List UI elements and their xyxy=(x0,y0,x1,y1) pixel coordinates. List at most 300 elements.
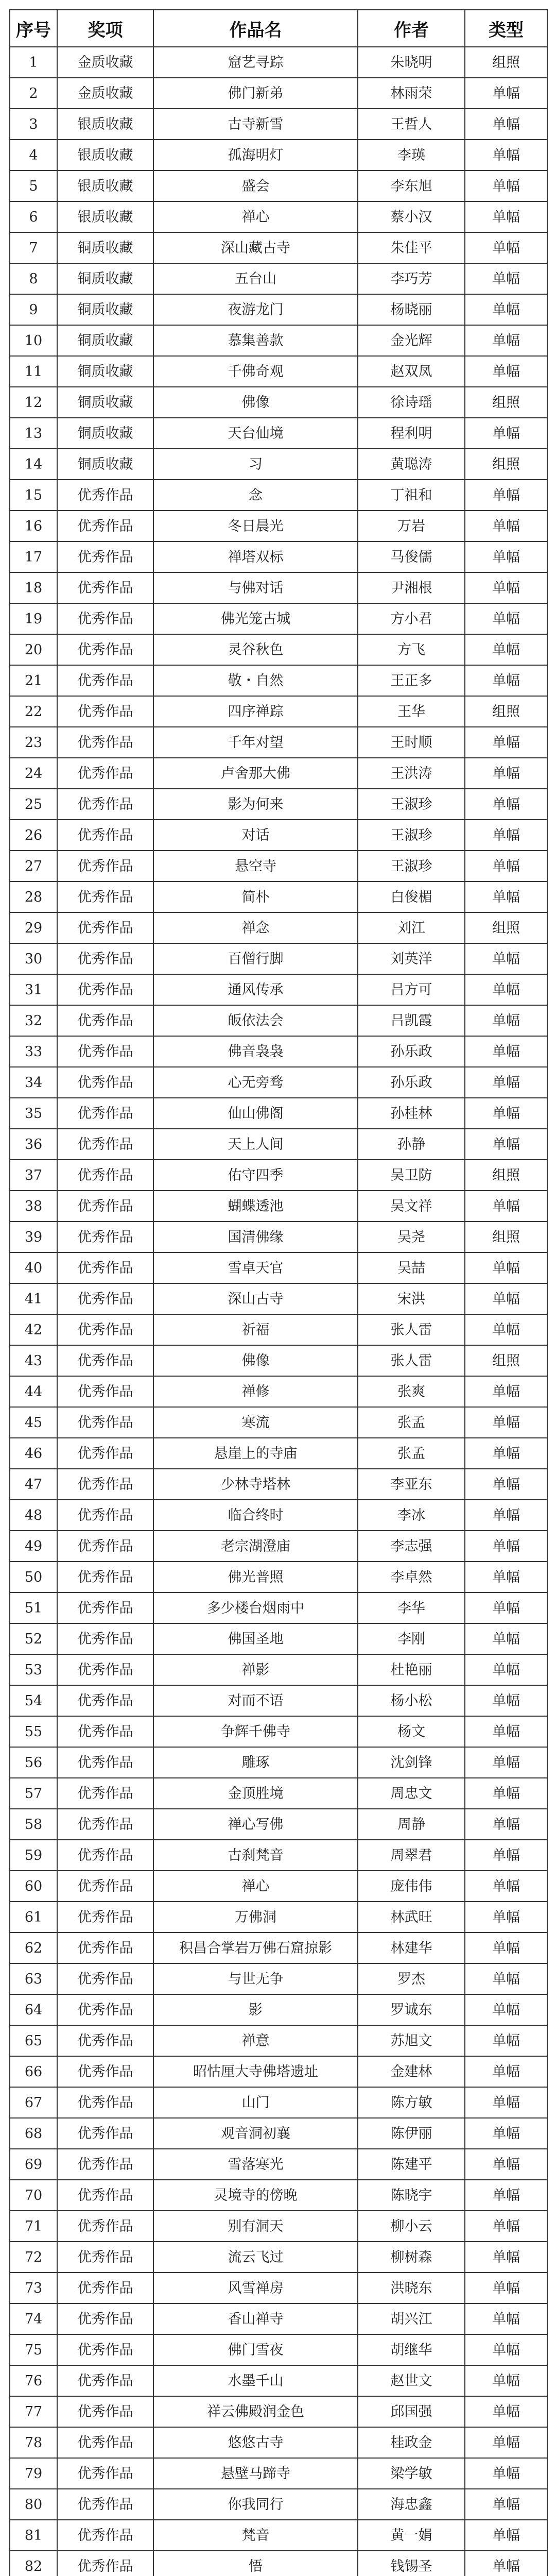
table-row xyxy=(10,1500,547,1531)
table-header xyxy=(10,10,547,47)
cell-award: 铜质收藏 xyxy=(57,232,153,263)
cell-number: 21 xyxy=(10,665,57,696)
cell-author: 蔡小汉 xyxy=(358,201,465,232)
cell-work: 雕琢 xyxy=(153,1747,358,1778)
cell-work: 老宗湖澄庙 xyxy=(153,1531,358,1562)
cell-type: 单幅 xyxy=(465,2303,547,2334)
cell-type: 组照 xyxy=(465,696,547,727)
cell-author: 陈晓宇 xyxy=(358,2180,465,2211)
cell-number: 16 xyxy=(10,511,57,541)
cell-work: 悠悠古寺 xyxy=(153,2427,358,2458)
cell-award: 银质收藏 xyxy=(57,171,153,201)
cell-award: 优秀作品 xyxy=(57,727,153,758)
cell-award: 铜质收藏 xyxy=(57,356,153,387)
cell-author: 钱锡圣 xyxy=(358,2551,465,2576)
cell-author: 孙乐政 xyxy=(358,1036,465,1067)
cell-number: 58 xyxy=(10,1809,57,1840)
cell-number: 42 xyxy=(10,1314,57,1345)
table-row xyxy=(10,2056,547,2087)
cell-work: 流云飞过 xyxy=(153,2242,358,2273)
cell-author: 杨小松 xyxy=(358,1685,465,1716)
cell-type: 组照 xyxy=(465,912,547,943)
cell-type: 单幅 xyxy=(465,2180,547,2211)
cell-author: 杜艳丽 xyxy=(358,1654,465,1685)
table-row xyxy=(10,572,547,603)
table-row xyxy=(10,820,547,851)
cell-number: 30 xyxy=(10,943,57,974)
cell-author: 朱晓明 xyxy=(358,47,465,78)
cell-type: 单幅 xyxy=(465,2211,547,2242)
table-row xyxy=(10,2489,547,2520)
cell-work: 灵谷秋色 xyxy=(153,634,358,665)
cell-number: 37 xyxy=(10,1160,57,1191)
table-row xyxy=(10,851,547,882)
cell-work: 万佛洞 xyxy=(153,1902,358,1933)
cell-work: 佛门新弟 xyxy=(153,78,358,109)
cell-work: 多少楼台烟雨中 xyxy=(153,1592,358,1623)
cell-award: 优秀作品 xyxy=(57,1871,153,1902)
cell-award: 优秀作品 xyxy=(57,1222,153,1252)
cell-award: 优秀作品 xyxy=(57,1592,153,1623)
cell-award: 优秀作品 xyxy=(57,2489,153,2520)
cell-author: 丁祖和 xyxy=(358,480,465,511)
table-row xyxy=(10,2458,547,2489)
cell-type: 单幅 xyxy=(465,78,547,109)
cell-author: 李志强 xyxy=(358,1531,465,1562)
cell-number: 15 xyxy=(10,480,57,511)
cell-work: 祈福 xyxy=(153,1314,358,1345)
cell-type: 单幅 xyxy=(465,974,547,1005)
table-row xyxy=(10,356,547,387)
cell-award: 银质收藏 xyxy=(57,140,153,171)
cell-award: 优秀作品 xyxy=(57,1933,153,1963)
header-work: 作品名 xyxy=(153,10,358,47)
cell-award: 优秀作品 xyxy=(57,2334,153,2365)
cell-work: 佑守四季 xyxy=(153,1160,358,1191)
cell-work: 昭怙厘大寺佛塔遗址 xyxy=(153,2056,358,2087)
cell-type: 单幅 xyxy=(465,294,547,325)
cell-author: 王时顺 xyxy=(358,727,465,758)
cell-work: 禅塔双标 xyxy=(153,541,358,572)
cell-author: 孙乐政 xyxy=(358,1067,465,1098)
cell-number: 47 xyxy=(10,1469,57,1500)
cell-number: 7 xyxy=(10,232,57,263)
cell-number: 67 xyxy=(10,2087,57,2118)
cell-award: 铜质收藏 xyxy=(57,449,153,480)
table-row xyxy=(10,1994,547,2025)
cell-number: 56 xyxy=(10,1747,57,1778)
cell-type: 单幅 xyxy=(465,851,547,882)
table-row xyxy=(10,1314,547,1345)
cell-type: 单幅 xyxy=(465,2087,547,2118)
cell-award: 优秀作品 xyxy=(57,789,153,820)
cell-work: 仙山佛阁 xyxy=(153,1098,358,1129)
table-row xyxy=(10,696,547,727)
cell-type: 单幅 xyxy=(465,356,547,387)
cell-award: 优秀作品 xyxy=(57,2025,153,2056)
cell-number: 74 xyxy=(10,2303,57,2334)
cell-type: 组照 xyxy=(465,387,547,418)
cell-type: 单幅 xyxy=(465,1005,547,1036)
table-body xyxy=(10,47,547,2576)
cell-number: 17 xyxy=(10,541,57,572)
cell-work: 禅影 xyxy=(153,1654,358,1685)
cell-number: 8 xyxy=(10,263,57,294)
cell-author: 周静 xyxy=(358,1809,465,1840)
cell-award: 优秀作品 xyxy=(57,696,153,727)
cell-number: 69 xyxy=(10,2149,57,2180)
cell-author: 徐诗瑶 xyxy=(358,387,465,418)
cell-type: 单幅 xyxy=(465,2056,547,2087)
cell-author: 张孟 xyxy=(358,1407,465,1438)
table-row xyxy=(10,1345,547,1376)
cell-type: 单幅 xyxy=(465,1314,547,1345)
cell-author: 柳树森 xyxy=(358,2242,465,2273)
cell-type: 单幅 xyxy=(465,2149,547,2180)
cell-award: 优秀作品 xyxy=(57,2427,153,2458)
table-row xyxy=(10,2118,547,2149)
cell-work: 蝴蝶透池 xyxy=(153,1191,358,1222)
cell-type: 单幅 xyxy=(465,511,547,541)
cell-award: 优秀作品 xyxy=(57,2056,153,2087)
cell-author: 李瑛 xyxy=(358,140,465,171)
cell-number: 41 xyxy=(10,1283,57,1314)
cell-award: 优秀作品 xyxy=(57,820,153,851)
cell-work: 天上人间 xyxy=(153,1129,358,1160)
cell-type: 单幅 xyxy=(465,1376,547,1407)
cell-type: 单幅 xyxy=(465,2489,547,2520)
table-row xyxy=(10,232,547,263)
cell-type: 单幅 xyxy=(465,1716,547,1747)
cell-number: 51 xyxy=(10,1592,57,1623)
table-row xyxy=(10,2025,547,2056)
cell-author: 吴喆 xyxy=(358,1252,465,1283)
cell-number: 10 xyxy=(10,325,57,356)
cell-author: 吴文祥 xyxy=(358,1191,465,1222)
cell-number: 59 xyxy=(10,1840,57,1871)
cell-work: 山门 xyxy=(153,2087,358,2118)
cell-award: 银质收藏 xyxy=(57,201,153,232)
table-row xyxy=(10,1840,547,1871)
cell-number: 31 xyxy=(10,974,57,1005)
table-row xyxy=(10,1376,547,1407)
table-row xyxy=(10,758,547,789)
cell-type: 单幅 xyxy=(465,418,547,449)
cell-type: 单幅 xyxy=(465,1994,547,2025)
cell-author: 杨晓丽 xyxy=(358,294,465,325)
table-row xyxy=(10,1933,547,1963)
cell-award: 优秀作品 xyxy=(57,1252,153,1283)
cell-author: 王哲人 xyxy=(358,109,465,140)
table-row xyxy=(10,1067,547,1098)
cell-number: 53 xyxy=(10,1654,57,1685)
cell-number: 45 xyxy=(10,1407,57,1438)
cell-number: 26 xyxy=(10,820,57,851)
cell-award: 优秀作品 xyxy=(57,1654,153,1685)
cell-number: 75 xyxy=(10,2334,57,2365)
cell-author: 张爽 xyxy=(358,1376,465,1407)
cell-award: 优秀作品 xyxy=(57,1809,153,1840)
cell-type: 单幅 xyxy=(465,480,547,511)
table-row xyxy=(10,2334,547,2365)
table-row xyxy=(10,325,547,356)
cell-work: 深山藏古寺 xyxy=(153,232,358,263)
cell-type: 单幅 xyxy=(465,1283,547,1314)
table-row xyxy=(10,2149,547,2180)
cell-work: 佛国圣地 xyxy=(153,1623,358,1654)
cell-work: 金顶胜境 xyxy=(153,1778,358,1809)
cell-number: 62 xyxy=(10,1933,57,1963)
cell-work: 佛像 xyxy=(153,387,358,418)
cell-type: 单幅 xyxy=(465,1098,547,1129)
cell-award: 优秀作品 xyxy=(57,665,153,696)
cell-award: 优秀作品 xyxy=(57,1716,153,1747)
cell-work: 五台山 xyxy=(153,263,358,294)
cell-work: 积昌合掌岩万佛石窟掠影 xyxy=(153,1933,358,1963)
cell-number: 52 xyxy=(10,1623,57,1654)
cell-number: 81 xyxy=(10,2520,57,2551)
cell-author: 陈建平 xyxy=(358,2149,465,2180)
table-row xyxy=(10,140,547,171)
cell-award: 铜质收藏 xyxy=(57,387,153,418)
table-row xyxy=(10,47,547,78)
table-row xyxy=(10,78,547,109)
cell-award: 优秀作品 xyxy=(57,974,153,1005)
cell-author: 洪晓东 xyxy=(358,2273,465,2303)
cell-work: 通风传承 xyxy=(153,974,358,1005)
table-row xyxy=(10,1098,547,1129)
cell-number: 24 xyxy=(10,758,57,789)
cell-author: 孙静 xyxy=(358,1129,465,1160)
table-row xyxy=(10,1592,547,1623)
cell-award: 优秀作品 xyxy=(57,2303,153,2334)
cell-work: 百僧行脚 xyxy=(153,943,358,974)
cell-author: 黄聪涛 xyxy=(358,449,465,480)
header-award: 奖项 xyxy=(57,10,153,47)
cell-author: 李刚 xyxy=(358,1623,465,1654)
cell-number: 3 xyxy=(10,109,57,140)
table-row xyxy=(10,387,547,418)
cell-type: 单幅 xyxy=(465,1623,547,1654)
cell-author: 方小君 xyxy=(358,603,465,634)
cell-award: 优秀作品 xyxy=(57,2458,153,2489)
cell-type: 组照 xyxy=(465,47,547,78)
table-row xyxy=(10,2087,547,2118)
cell-number: 82 xyxy=(10,2551,57,2576)
cell-number: 20 xyxy=(10,634,57,665)
cell-author: 王淑珍 xyxy=(358,789,465,820)
cell-work: 千佛奇观 xyxy=(153,356,358,387)
cell-type: 组照 xyxy=(465,1345,547,1376)
cell-author: 王淑珍 xyxy=(358,851,465,882)
cell-author: 罗诚东 xyxy=(358,1994,465,2025)
table-row xyxy=(10,1747,547,1778)
cell-number: 66 xyxy=(10,2056,57,2087)
cell-author: 孙桂林 xyxy=(358,1098,465,1129)
table-row xyxy=(10,2551,547,2576)
cell-type: 单幅 xyxy=(465,882,547,912)
cell-author: 尹湘根 xyxy=(358,572,465,603)
cell-author: 张孟 xyxy=(358,1438,465,1469)
table-row xyxy=(10,1005,547,1036)
table-row xyxy=(10,2427,547,2458)
header-type: 类型 xyxy=(465,10,547,47)
cell-work: 临合终时 xyxy=(153,1500,358,1531)
cell-author: 梁学敏 xyxy=(358,2458,465,2489)
cell-work: 夜游龙门 xyxy=(153,294,358,325)
cell-number: 60 xyxy=(10,1871,57,1902)
cell-author: 柳小云 xyxy=(358,2211,465,2242)
cell-work: 与佛对话 xyxy=(153,572,358,603)
cell-award: 优秀作品 xyxy=(57,1531,153,1562)
cell-number: 35 xyxy=(10,1098,57,1129)
cell-number: 5 xyxy=(10,171,57,201)
cell-number: 72 xyxy=(10,2242,57,2273)
cell-number: 12 xyxy=(10,387,57,418)
cell-number: 54 xyxy=(10,1685,57,1716)
cell-award: 优秀作品 xyxy=(57,603,153,634)
cell-type: 单幅 xyxy=(465,109,547,140)
cell-award: 银质收藏 xyxy=(57,109,153,140)
table-row xyxy=(10,201,547,232)
cell-work: 慕集善款 xyxy=(153,325,358,356)
table-row xyxy=(10,263,547,294)
cell-author: 马俊儒 xyxy=(358,541,465,572)
cell-author: 林雨荣 xyxy=(358,78,465,109)
table-row xyxy=(10,665,547,696)
cell-number: 32 xyxy=(10,1005,57,1036)
cell-number: 49 xyxy=(10,1531,57,1562)
cell-work: 水墨千山 xyxy=(153,2365,358,2396)
cell-award: 优秀作品 xyxy=(57,1562,153,1592)
cell-award: 优秀作品 xyxy=(57,1191,153,1222)
cell-work: 灵境寺的傍晚 xyxy=(153,2180,358,2211)
cell-type: 单幅 xyxy=(465,201,547,232)
cell-award: 优秀作品 xyxy=(57,1376,153,1407)
table-row xyxy=(10,1407,547,1438)
cell-number: 38 xyxy=(10,1191,57,1222)
cell-award: 优秀作品 xyxy=(57,2520,153,2551)
cell-author: 宋洪 xyxy=(358,1283,465,1314)
cell-work: 皈依法会 xyxy=(153,1005,358,1036)
cell-number: 39 xyxy=(10,1222,57,1252)
cell-author: 朱佳平 xyxy=(358,232,465,263)
cell-type: 单幅 xyxy=(465,572,547,603)
cell-number: 28 xyxy=(10,882,57,912)
cell-number: 44 xyxy=(10,1376,57,1407)
cell-number: 25 xyxy=(10,789,57,820)
cell-author: 苏旭文 xyxy=(358,2025,465,2056)
cell-author: 周忠文 xyxy=(358,1778,465,1809)
cell-type: 单幅 xyxy=(465,1933,547,1963)
cell-number: 55 xyxy=(10,1716,57,1747)
cell-number: 50 xyxy=(10,1562,57,1592)
header-author: 作者 xyxy=(358,10,465,47)
cell-award: 优秀作品 xyxy=(57,634,153,665)
cell-work: 悬空寺 xyxy=(153,851,358,882)
cell-author: 李巧芳 xyxy=(358,263,465,294)
table-row xyxy=(10,1685,547,1716)
cell-award: 优秀作品 xyxy=(57,541,153,572)
cell-number: 43 xyxy=(10,1345,57,1376)
cell-number: 76 xyxy=(10,2365,57,2396)
cell-award: 优秀作品 xyxy=(57,2118,153,2149)
cell-type: 单幅 xyxy=(465,171,547,201)
cell-type: 单幅 xyxy=(465,789,547,820)
table-row xyxy=(10,1222,547,1252)
table-row xyxy=(10,1438,547,1469)
cell-award: 优秀作品 xyxy=(57,1994,153,2025)
cell-award: 优秀作品 xyxy=(57,2242,153,2273)
cell-award: 优秀作品 xyxy=(57,1098,153,1129)
cell-work: 对而不语 xyxy=(153,1685,358,1716)
table-row xyxy=(10,882,547,912)
cell-type: 单幅 xyxy=(465,1871,547,1902)
cell-number: 64 xyxy=(10,1994,57,2025)
cell-work: 争辉千佛寺 xyxy=(153,1716,358,1747)
cell-award: 优秀作品 xyxy=(57,1840,153,1871)
cell-award: 优秀作品 xyxy=(57,1345,153,1376)
table-row xyxy=(10,449,547,480)
cell-author: 方飞 xyxy=(358,634,465,665)
cell-award: 铜质收藏 xyxy=(57,263,153,294)
cell-type: 单幅 xyxy=(465,1840,547,1871)
cell-award: 优秀作品 xyxy=(57,1902,153,1933)
cell-award: 优秀作品 xyxy=(57,1036,153,1067)
table-row xyxy=(10,727,547,758)
table-row xyxy=(10,1562,547,1592)
cell-award: 优秀作品 xyxy=(57,2149,153,2180)
cell-author: 邱国强 xyxy=(358,2396,465,2427)
cell-type: 单幅 xyxy=(465,2458,547,2489)
cell-award: 优秀作品 xyxy=(57,2396,153,2427)
cell-award: 金质收藏 xyxy=(57,47,153,78)
cell-type: 单幅 xyxy=(465,1438,547,1469)
cell-author: 王洪涛 xyxy=(358,758,465,789)
cell-work: 梵音 xyxy=(153,2520,358,2551)
table-row xyxy=(10,511,547,541)
table-row xyxy=(10,1129,547,1160)
cell-award: 优秀作品 xyxy=(57,1067,153,1098)
cell-work: 敬・自然 xyxy=(153,665,358,696)
cell-type: 单幅 xyxy=(465,1747,547,1778)
cell-type: 单幅 xyxy=(465,263,547,294)
cell-number: 14 xyxy=(10,449,57,480)
cell-number: 19 xyxy=(10,603,57,634)
cell-work: 禅意 xyxy=(153,2025,358,2056)
cell-number: 1 xyxy=(10,47,57,78)
cell-work: 影 xyxy=(153,1994,358,2025)
table-row xyxy=(10,171,547,201)
table-row xyxy=(10,1191,547,1222)
cell-work: 寒流 xyxy=(153,1407,358,1438)
cell-type: 单幅 xyxy=(465,1036,547,1067)
cell-type: 单幅 xyxy=(465,2551,547,2576)
table-row xyxy=(10,2396,547,2427)
cell-author: 张人雷 xyxy=(358,1345,465,1376)
cell-author: 胡兴江 xyxy=(358,2303,465,2334)
cell-author: 周翠君 xyxy=(358,1840,465,1871)
cell-award: 优秀作品 xyxy=(57,1438,153,1469)
table-row xyxy=(10,1716,547,1747)
table-row xyxy=(10,2273,547,2303)
cell-author: 李华 xyxy=(358,1592,465,1623)
table-row xyxy=(10,1623,547,1654)
header-number: 序号 xyxy=(10,10,57,47)
cell-award: 优秀作品 xyxy=(57,2087,153,2118)
cell-work: 悬崖上的寺庙 xyxy=(153,1438,358,1469)
cell-work: 你我同行 xyxy=(153,2489,358,2520)
